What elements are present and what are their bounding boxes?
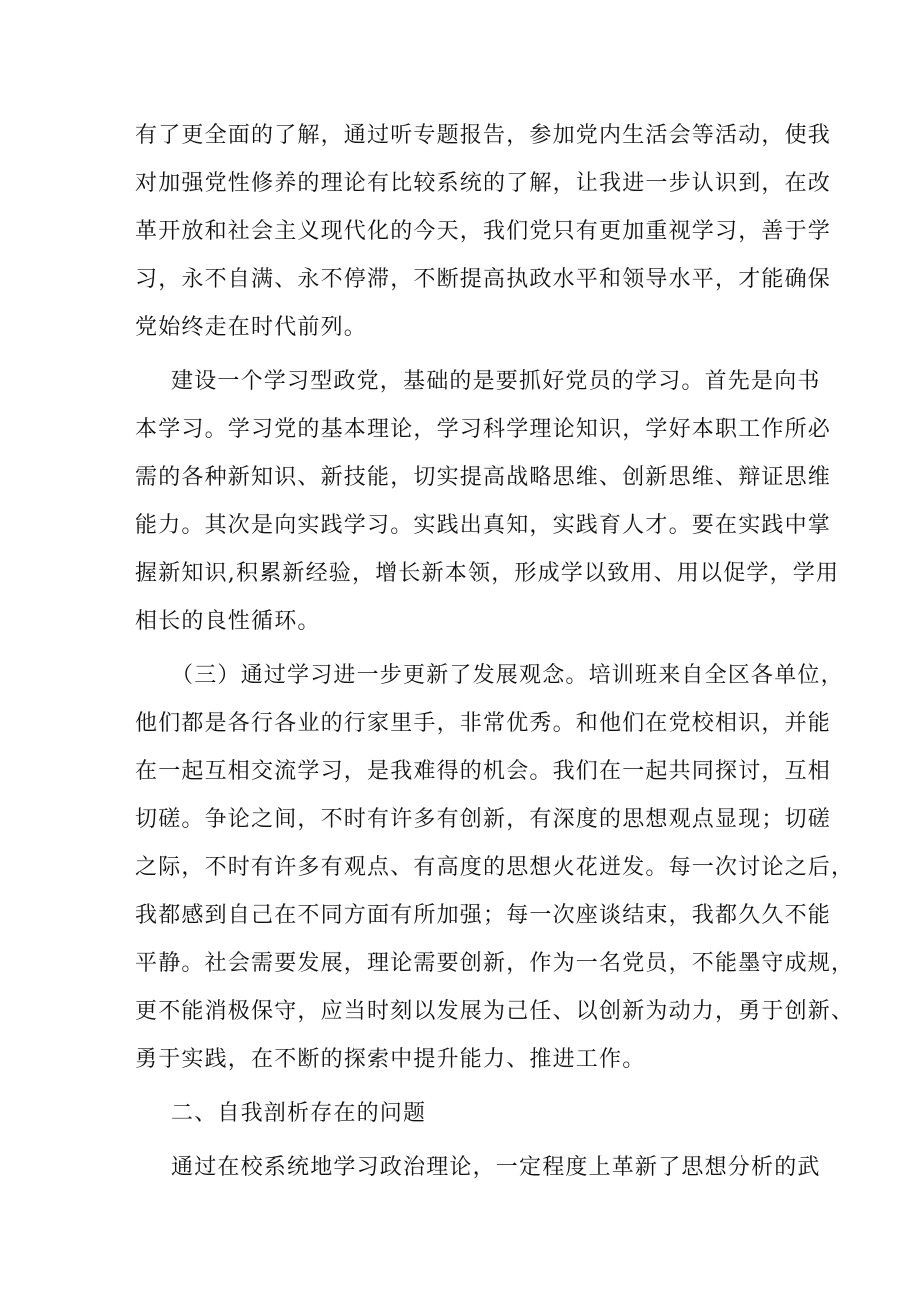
text-line: 握新知识,积累新经验，增长新本领，形成学以致用、用以促学，学用 <box>135 561 840 586</box>
text-line: 有了更全面的了解，通过听专题报告，参加党内生活会等活动，使我 <box>135 123 832 148</box>
text-line: 需的各种新知识、新技能，切实提高战略思维、创新思维、辩证思维 <box>135 465 832 490</box>
paragraph-2 <box>135 358 840 646</box>
text-line: （三）通过学习进一步更新了发展观念。培训班来自全区各单位， <box>171 663 844 688</box>
text-line: 相长的良性循环。 <box>135 609 321 634</box>
text-line: 能力。其次是向实践学习。实践出真知，实践育人才。要在实践中掌 <box>135 513 832 538</box>
text-line: 习，永不自满、永不停滞，不断提高执政水平和领导水平，才能确保 <box>135 267 832 292</box>
text-line: 建设一个学习型政党，基础的是要抓好党员的学习。首先是向书 <box>171 369 821 394</box>
text-line: 本学习。学习党的基本理论，学习科学理论知识，学好本职工作所必 <box>135 417 832 442</box>
paragraph-3 <box>135 652 855 1084</box>
text-line: 我都感到自己在不同方面有所加强；每一次座谈结束，我都久久不能 <box>135 903 832 928</box>
text-line: 对加强党性修养的理论有比较系统的了解，让我进一步认识到，在改 <box>135 171 832 196</box>
text-line: 之际，不时有许多有观点、有高度的思想火花迸发。每一次讨论之后， <box>135 855 855 880</box>
text-line: 在一起互相交流学习，是我难得的机会。我们在一起共同探讨，互相 <box>135 759 832 784</box>
text-line: 通过在校系统地学习政治理论，一定程度上革新了思想分析的武 <box>171 1155 821 1180</box>
section-heading <box>135 1090 795 1138</box>
text-line: 切磋。争论之间，不时有许多有创新，有深度的思想观点显现；切磋 <box>135 807 832 832</box>
text-line: 他们都是各行各业的行家里手，非常优秀。和他们在党校相识，并能 <box>135 711 832 736</box>
document-body <box>135 112 855 1192</box>
text-line: 勇于实践，在不断的探索中提升能力、推进工作。 <box>135 1047 646 1072</box>
text-line: 革开放和社会主义现代化的今天，我们党只有更加重视学习，善于学 <box>135 219 832 244</box>
text-line: 更不能消极保守，应当时刻以发展为己任、以创新为动力，勇于创新、 <box>135 999 855 1024</box>
text-line: 平静。社会需要发展，理论需要创新，作为一名党员，不能墨守成规， <box>135 951 855 976</box>
paragraph-4 <box>135 1144 821 1192</box>
paragraph-1 <box>135 112 832 352</box>
section-heading-text: 二、自我剖析存在的问题 <box>171 1101 427 1126</box>
text-line: 党始终走在时代前列。 <box>135 315 368 340</box>
